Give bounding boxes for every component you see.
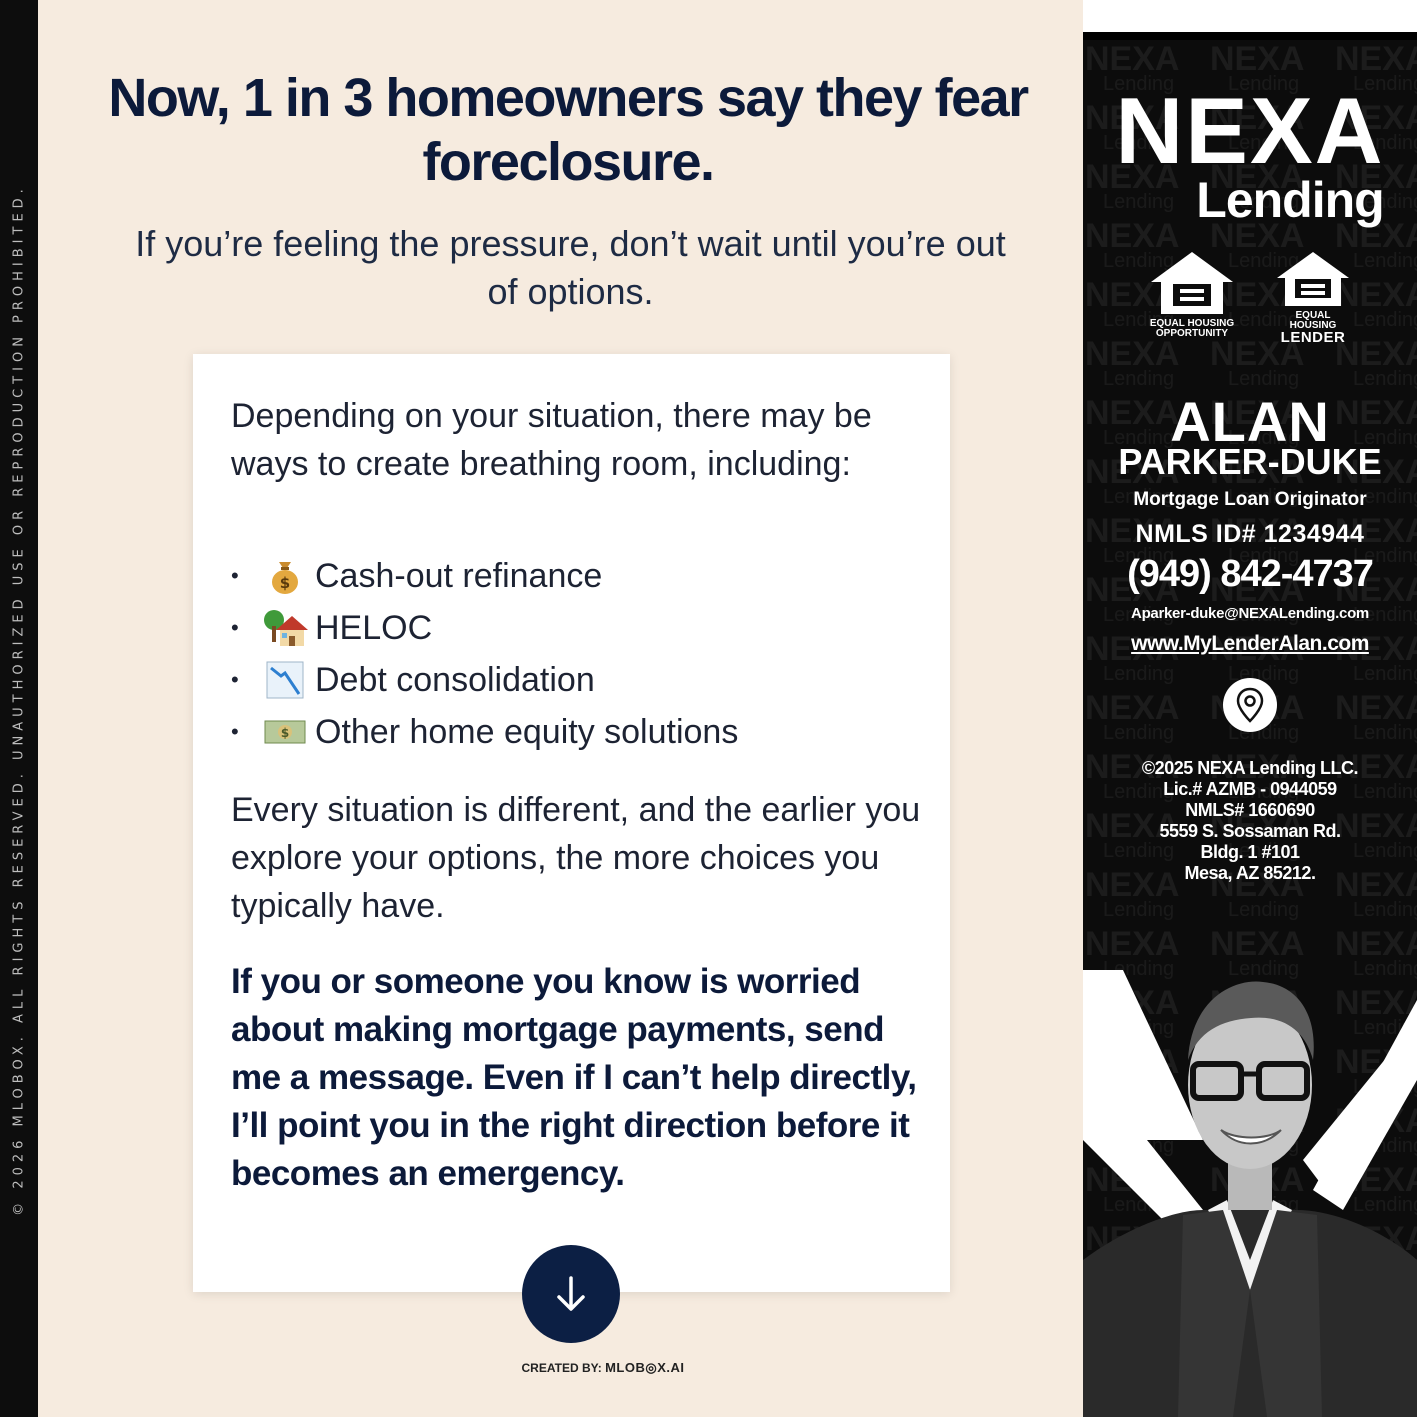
officer-phone[interactable]: (949) 842-4737 — [1127, 553, 1373, 595]
company-line: NMLS# 1660690 — [1185, 800, 1315, 820]
arrow-down-icon — [549, 1272, 593, 1316]
officer-website-link[interactable]: www.MyLenderAlan.com — [1131, 632, 1369, 655]
officer-first-name: ALAN — [1170, 390, 1330, 453]
list-item — [231, 550, 921, 602]
equal-housing-house-icon — [1147, 248, 1237, 314]
logo-wordmark: NEXA — [1115, 78, 1385, 183]
scroll-down-button[interactable] — [522, 1245, 620, 1343]
equal-housing-house-icon — [1273, 248, 1353, 306]
content-card — [193, 354, 950, 1292]
equal-housing-bottom-label: OPPORTUNITY — [1155, 328, 1229, 339]
officer-last-name: PARKER-DUKE — [1118, 441, 1382, 482]
map-pin-icon — [1235, 687, 1265, 723]
closing-text: Every situation is different, and the earlier you explore your options, the more choices you typically have. — [231, 791, 921, 925]
bullet: • — [231, 719, 239, 744]
list-item — [231, 706, 921, 758]
equal-housing-lender-top-label: EQUAL HOUSING — [1289, 310, 1337, 331]
company-line: 5559 S. Sossaman Rd. — [1159, 821, 1341, 841]
creator-credit — [438, 1360, 768, 1376]
bullet: • — [231, 563, 239, 588]
top-white-band — [1083, 0, 1417, 32]
option-label: HELOC — [315, 608, 433, 647]
company-line: Bldg. 1 #101 — [1200, 842, 1300, 862]
company-info — [1083, 758, 1417, 884]
list-item — [231, 602, 921, 654]
credit-prefix: CREATED BY: — [521, 1361, 602, 1375]
loan-officer-portrait — [1083, 960, 1417, 1417]
house-with-tree-icon — [259, 608, 311, 648]
company-line: Mesa, AZ 85212. — [1184, 863, 1316, 883]
vertical-copyright-notice — [0, 0, 38, 1417]
chart-decreasing-icon — [259, 660, 311, 700]
option-label: Other home equity solutions — [315, 712, 739, 751]
company-logo — [1083, 78, 1417, 228]
copyright-text: © 2026 MLOBOX. ALL RIGHTS RESERVED. UNAUTHORIZED USE OR REPRODUCTION PROHIBITED. — [11, 184, 27, 1216]
officer-title: Mortgage Loan Originator — [1133, 489, 1367, 510]
call-to-action-text: If you or someone you know is worried about making mortgage payments, send me a message. Even if I can’t help directly, I’ll point you in the right direction before it becomes an emergency. — [231, 962, 917, 1193]
money-bag-icon — [259, 556, 311, 596]
option-label: Debt consolidation — [315, 660, 595, 699]
list-item — [231, 654, 921, 706]
post-panel — [38, 0, 1083, 1417]
company-line: ©2025 NEXA Lending LLC. — [1141, 758, 1359, 778]
subheadline: If you’re feeling the pressure, don’t wait until you’re out of options. — [135, 223, 1006, 312]
credit-brand: MLOB◎X.AI — [605, 1360, 685, 1375]
bullet: • — [231, 667, 239, 692]
svg-text:$: $ — [279, 574, 291, 592]
dollar-banknote-icon — [259, 712, 311, 752]
officer-email[interactable]: Aparker-duke@NEXALending.com — [1131, 605, 1369, 622]
bullet: • — [231, 615, 239, 640]
option-label: Cash-out refinance — [315, 556, 603, 595]
loan-officer-sidebar — [1083, 0, 1417, 1417]
svg-text:$: $ — [280, 726, 290, 740]
equal-housing-lender-logo — [1273, 248, 1353, 345]
top-divider — [1083, 32, 1417, 40]
options-list — [231, 550, 921, 758]
headline: Now, 1 in 3 homeowners say they fear foreclosure. — [108, 68, 1028, 192]
equal-housing-lender-bottom-label: LENDER — [1280, 329, 1346, 346]
logo-subtitle: Lending — [1196, 172, 1384, 228]
equal-housing-top-label: EQUAL HOUSING — [1149, 318, 1235, 329]
officer-nmls: NMLS ID# 1234944 — [1135, 520, 1365, 548]
company-line: Lic.# AZMB - 0944059 — [1163, 779, 1337, 799]
equal-housing-opportunity-logo — [1147, 248, 1237, 339]
location-button[interactable] — [1223, 678, 1277, 732]
intro-text: Depending on your situation, there may be ways to create breathing room, including: — [231, 397, 872, 483]
